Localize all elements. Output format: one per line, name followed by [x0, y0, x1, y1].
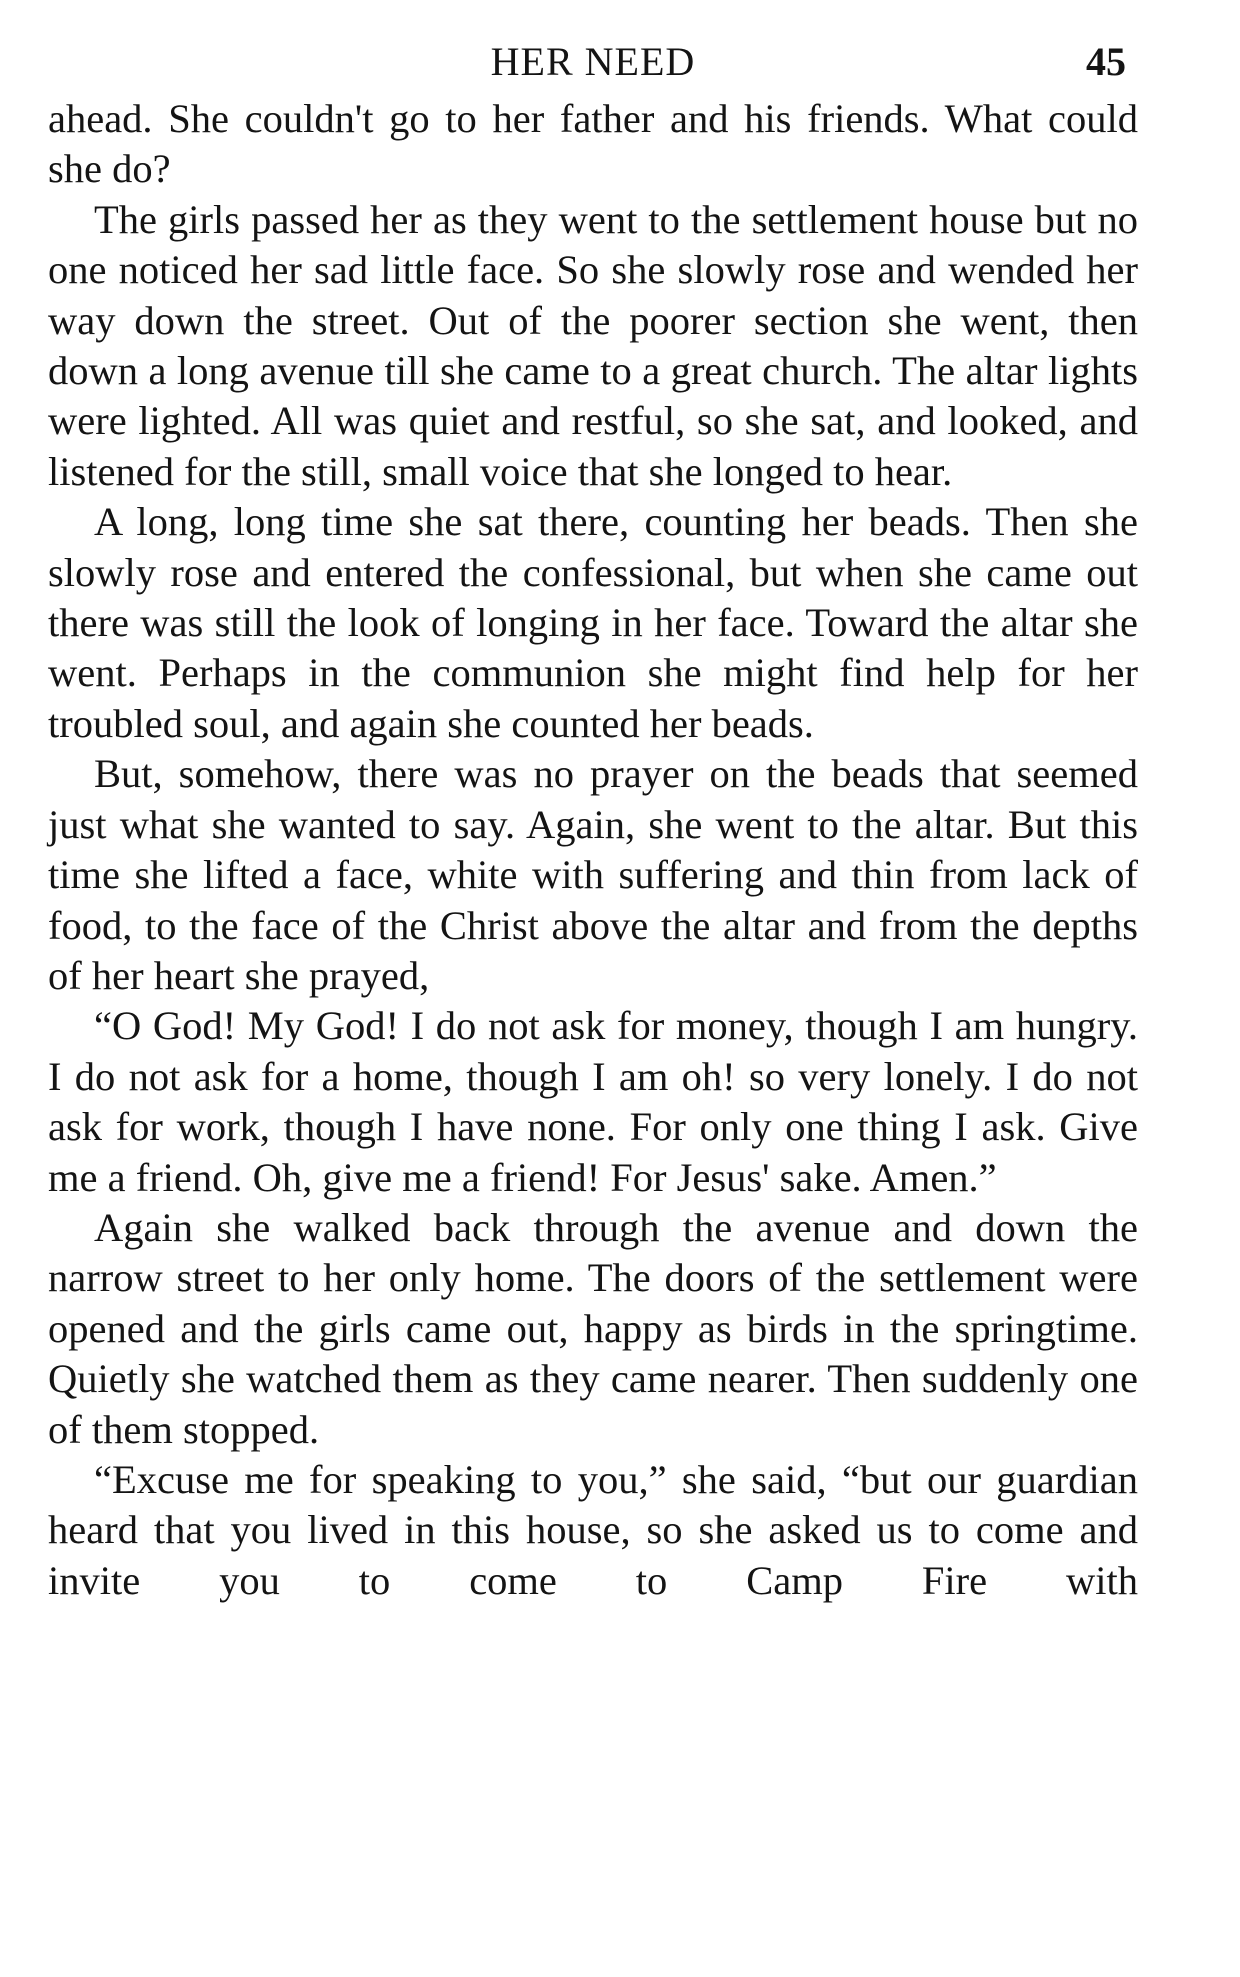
paragraph: A long, long time she sat there, counting her beads. Then she slowly rose and entered the confessional, but when she came out there was still the look of longing in her face. Toward the altar she went. Perhaps in the communion she might find help for her troubled soul, and again she counted her beads. — [48, 499, 1138, 746]
running-head: HER NEED — [490, 39, 696, 84]
paragraph-continues: “Excuse me for speaking to you,” she said, “but our guardian heard that you lived in this house, so she asked us to come and invite you to come to Camp Fire with — [48, 1456, 1138, 1603]
paragraph: Again she walked back through the avenue and down the narrow street to her only home. The doors of the settlement were opened and the girls came out, happy as birds in the springtime. Quietly she watched them as they came nearer. Then suddenly one of them stopped. — [48, 1204, 1138, 1452]
paragraph: The girls passed her as they went to the settlement house but no one noticed her sad little face. So she slowly rose and wended her way down the street. Out of the poorer section she went, then down a long avenue till she came to a great church. The altar lights were lighted. All was quiet and restful, so she sat, and looked, and listened for the still, small voice that she longed to hear. — [48, 196, 1138, 494]
prayer-paragraph: “O God! My God! I do not ask for money, though I am hungry. I do not ask for a home, though I am oh! so very lonely. I do not ask for work, though I have none. For only one thing I ask. Give me a friend. Oh, give me a friend! For Jesus' sake. Amen.” — [48, 1003, 1138, 1200]
paragraph: But, somehow, there was no prayer on the beads that seemed just what she wanted to say. Again, she went to the altar. But this time she lifted a face, white with suffering and thin from lack of food, to the face of the Christ above the altar and from the depths of her heart she prayed, — [48, 751, 1138, 998]
page-number: 45 — [1086, 39, 1126, 84]
page-header — [48, 38, 1138, 86]
paragraph-continued: ahead. She couldn't go to her father and his friends. What could she do? — [48, 96, 1138, 192]
book-page — [48, 38, 1138, 1606]
body-text — [48, 94, 1138, 1606]
